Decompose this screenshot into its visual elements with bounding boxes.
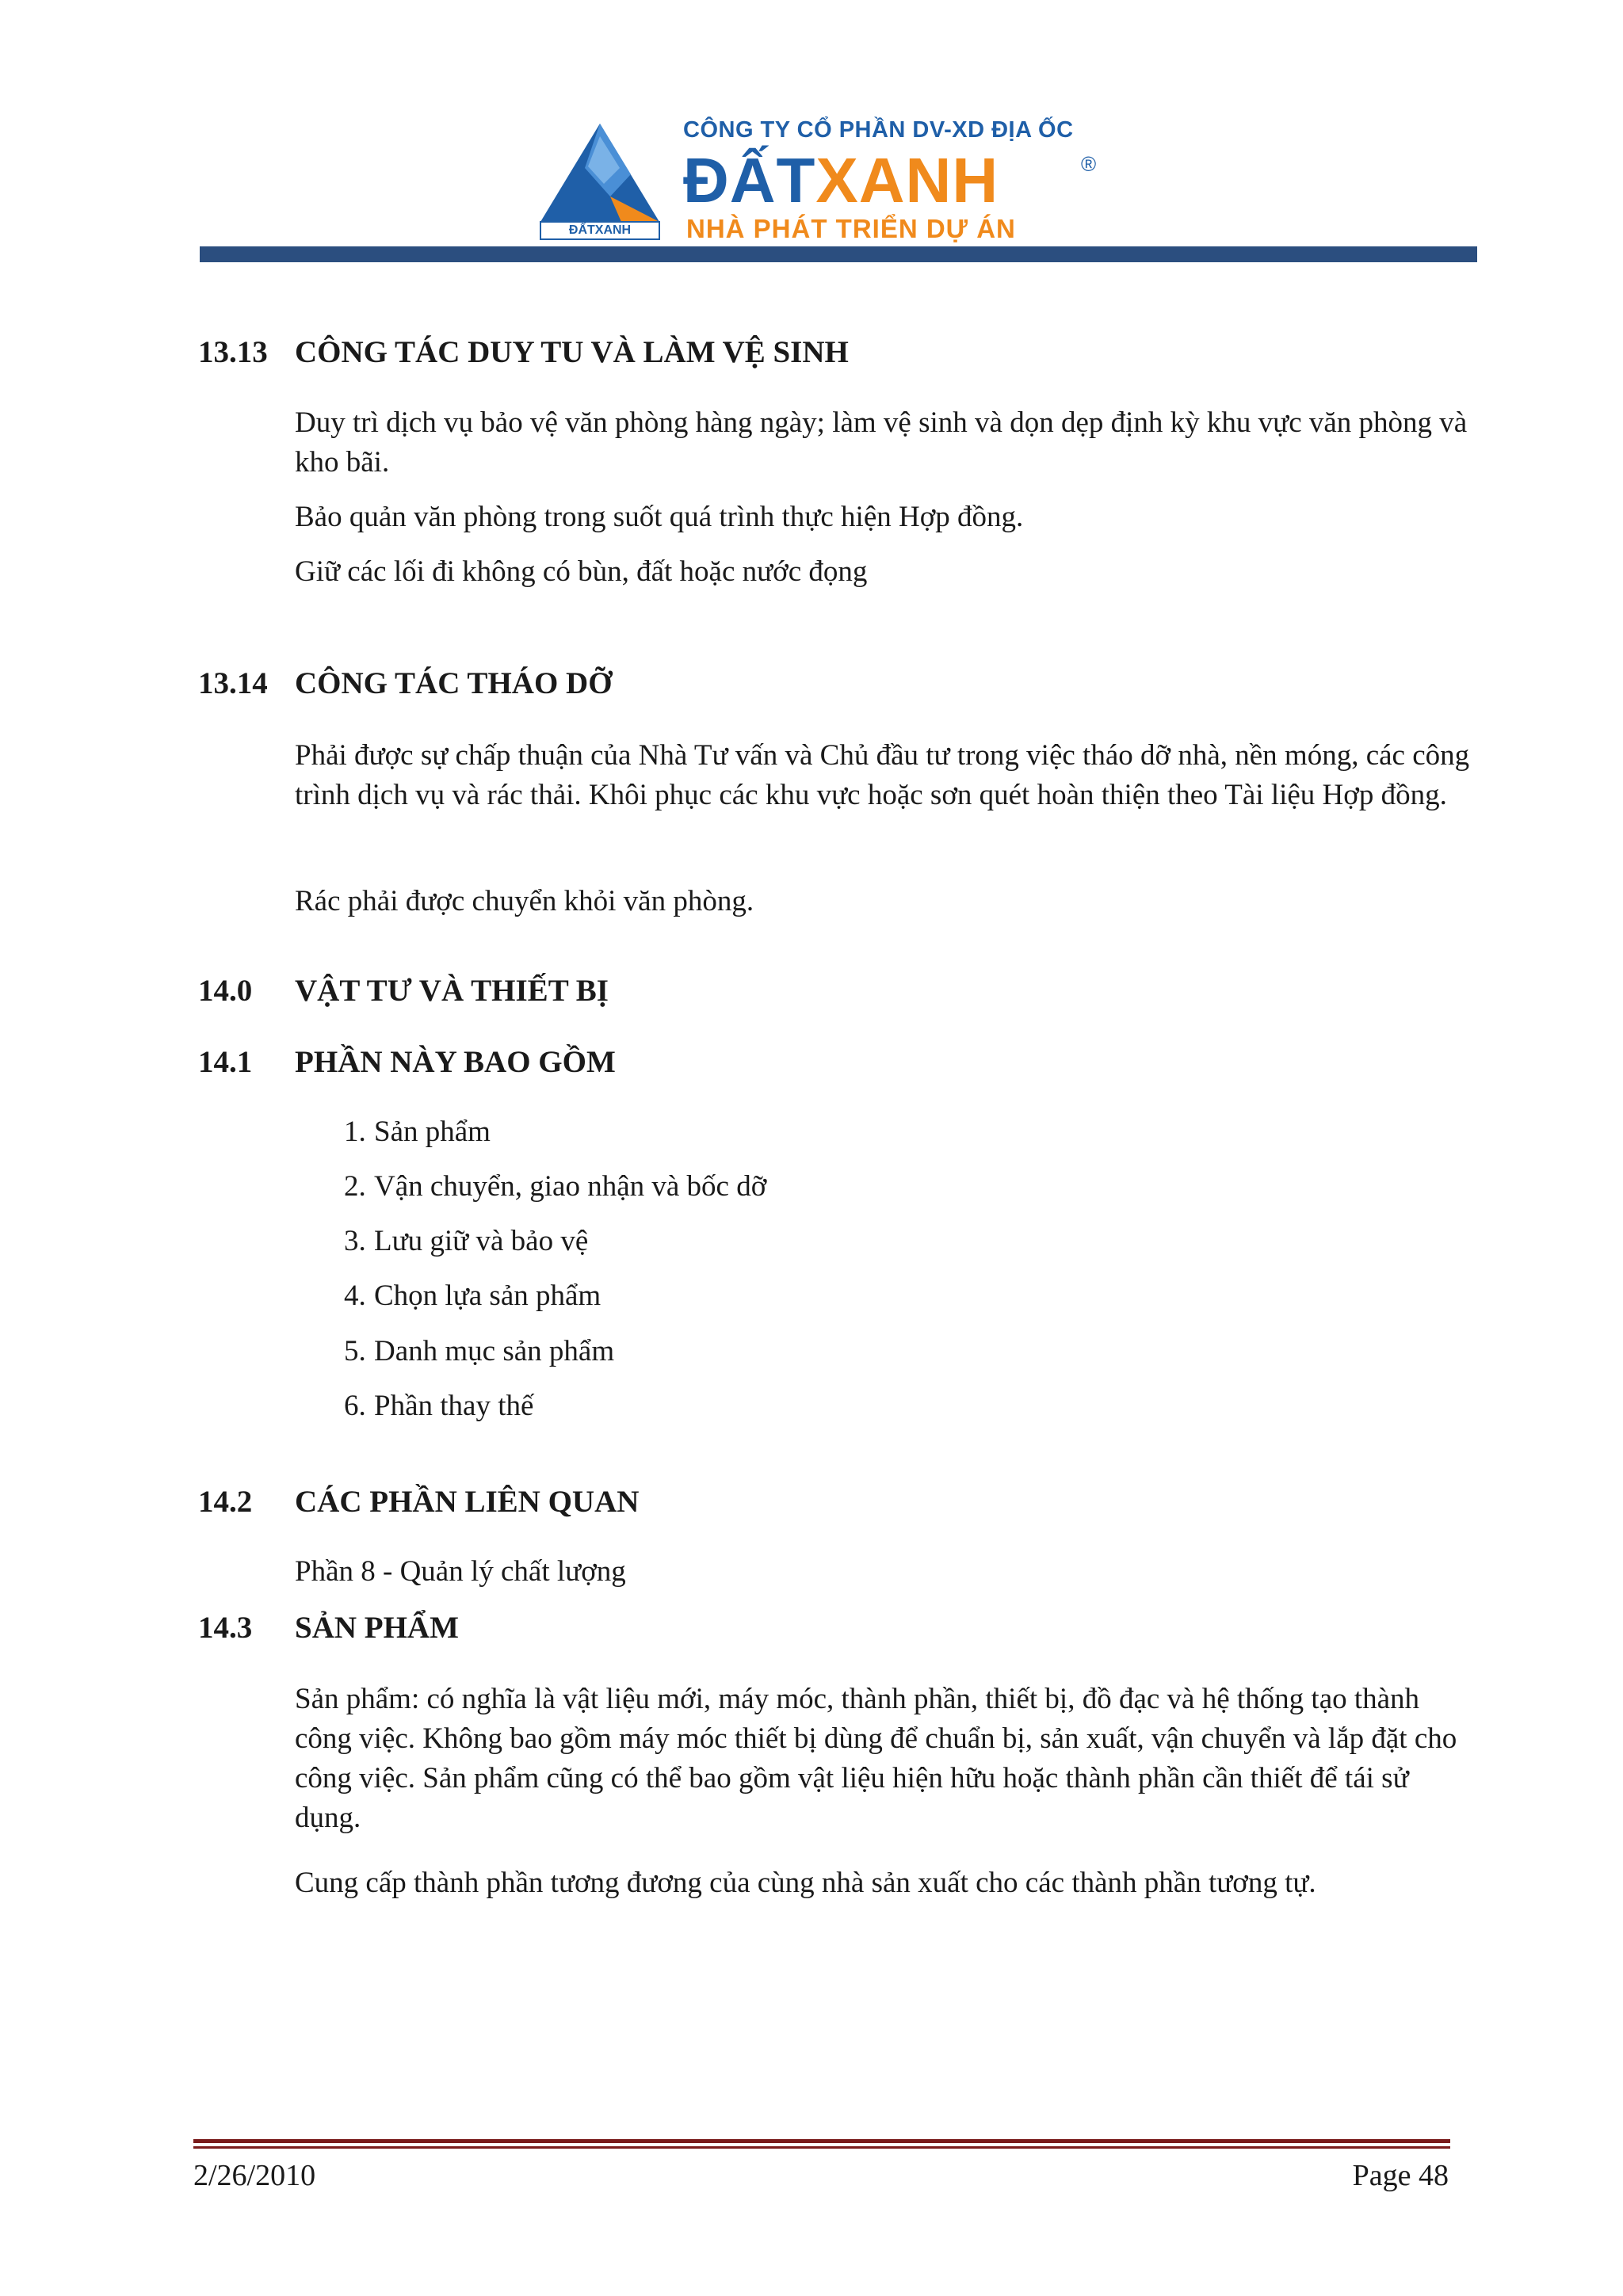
list-text: Sản phẩm (374, 1116, 491, 1148)
paragraph: Cung cấp thành phần tương đương của cùng nhà sản xuất cho các thành phần tương tự. (295, 1867, 1316, 1899)
footer-divider (193, 2146, 1450, 2149)
paragraph: Duy trì dịch vụ bảo vệ văn phòng hàng ngày; làm vệ sinh và dọn dẹp định kỳ khu vực văn phòng và kho bãi. (295, 406, 1468, 479)
section-title: PHẦN NÀY BAO GỒM (295, 1045, 616, 1079)
section-title: CÁC PHẦN LIÊN QUAN (295, 1485, 640, 1519)
list-item (344, 1276, 601, 1316)
tagline: NHÀ PHÁT TRIỂN DỰ ÁN (686, 214, 1016, 243)
list-number: 2. (344, 1170, 366, 1203)
page-number: Page 48 (1352, 2159, 1449, 2192)
list-item (344, 1332, 614, 1371)
header-divider (200, 246, 1477, 262)
paragraph: Sản phẩm: có nghĩa là vật liệu mới, máy móc, thành phần, thiết bị, đồ đạc và hệ thống tạo thành công việc. Không bao gồm máy móc thiết bị dùng để chuẩn bị, sản xuất, vận chuyển và lắp đặt cho công việc. Sản phẩm cũng có thể bao gồm vật liệu hiện hữu hoặc thành phần cần thiết để tái sử dụng. (295, 1683, 1457, 1834)
paragraph: Giữ các lối đi không có bùn, đất hoặc nước đọng (295, 555, 868, 588)
list-item (344, 1386, 533, 1426)
section-title: SẢN PHẨM (295, 1611, 459, 1645)
section-number: 14.1 (198, 1045, 253, 1079)
footer-date: 2/26/2010 (193, 2159, 316, 2192)
section-title: VẬT TƯ VÀ THIẾT BỊ (295, 974, 609, 1008)
brand-part-2: XANH (815, 145, 999, 215)
paragraph: Bảo quản văn phòng trong suốt quá trình thực hiện Hợp đồng. (295, 501, 1024, 533)
logo-label: ĐẤTXANH (568, 223, 632, 237)
list-text: Phần thay thế (374, 1390, 534, 1422)
list-number: 1. (344, 1116, 366, 1148)
paragraph: Phần 8 - Quản lý chất lượng (295, 1555, 626, 1588)
brand-name (683, 147, 999, 214)
section-number: 13.13 (198, 335, 268, 369)
section-title: CÔNG TÁC DUY TU VÀ LÀM VỆ SINH (295, 335, 849, 369)
list-item (344, 1112, 491, 1152)
paragraph: Rác phải được chuyển khỏi văn phòng. (295, 885, 754, 917)
list-number: 4. (344, 1280, 366, 1312)
list-number: 3. (344, 1225, 366, 1257)
company-name: CÔNG TY CỔ PHẦN DV-XD ĐỊA ỐC (683, 117, 1074, 143)
footer-divider (193, 2139, 1450, 2143)
section-number: 13.14 (198, 666, 268, 700)
paragraph: Phải được sự chấp thuận của Nhà Tư vấn và Chủ đầu tư trong việc tháo dỡ nhà, nền móng, các công trình dịch vụ và rác thải. Khôi phục các khu vực hoặc sơn quét hoàn thiện theo Tài liệu Hợp đồng. (295, 739, 1470, 811)
list-number: 5. (344, 1335, 366, 1367)
list-text: Chọn lựa sản phẩm (374, 1280, 601, 1312)
registered-mark: ® (1081, 152, 1097, 176)
section-title: CÔNG TÁC THÁO DỠ (295, 666, 613, 700)
section-number: 14.2 (198, 1485, 253, 1519)
company-logo (537, 120, 663, 241)
section-number: 14.3 (198, 1611, 253, 1645)
brand-part-1: ĐẤT (683, 145, 816, 215)
list-item (344, 1167, 766, 1207)
list-item (344, 1222, 588, 1261)
list-text: Danh mục sản phẩm (374, 1335, 615, 1367)
list-text: Lưu giữ và bảo vệ (374, 1225, 589, 1257)
section-number: 14.0 (198, 974, 253, 1008)
list-number: 6. (344, 1390, 366, 1422)
list-text: Vận chuyển, giao nhận và bốc dỡ (374, 1170, 767, 1203)
